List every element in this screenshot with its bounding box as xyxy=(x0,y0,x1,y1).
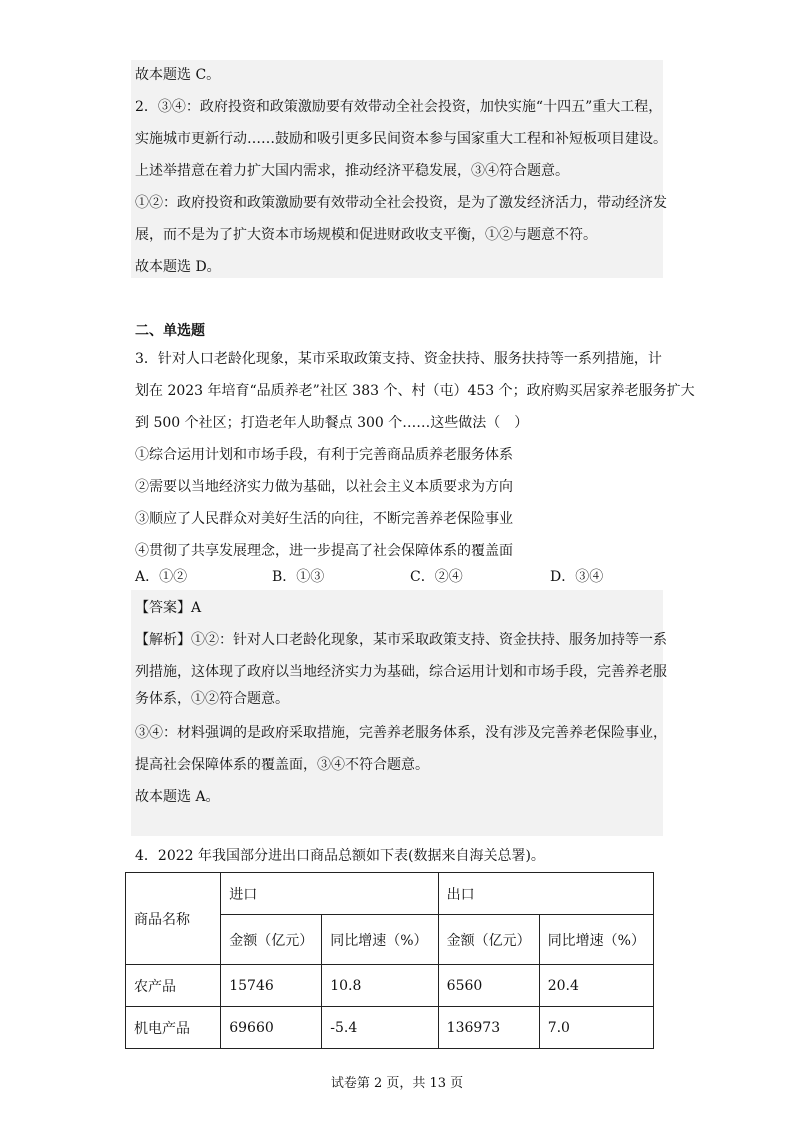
table-cell: 69660 xyxy=(221,1007,322,1049)
table-cell: 136973 xyxy=(438,1007,539,1049)
answer-text-line: 故本题选 C。 xyxy=(135,67,221,83)
table-header-name: 商品名称 xyxy=(126,873,221,965)
analysis-text-line: ③④：材料强调的是政府采取措施，完善养老服务体系，没有涉及完善养老保险事业， xyxy=(135,725,667,741)
table-header-export-amount: 金额（亿元） xyxy=(438,915,539,965)
analysis-text-line: 列措施，这体现了政府以当地经济实力为基础，综合运用计划和市场手段，完善养老服 xyxy=(135,664,667,680)
option-d: D．③④ xyxy=(550,569,604,585)
table-cell: 15746 xyxy=(221,965,322,1007)
table-cell: 10.8 xyxy=(322,965,438,1007)
option-b: B．①③ xyxy=(272,569,325,585)
question-3-statement: ③顺应了人民群众对美好生活的向往，不断完善养老保险事业 xyxy=(135,511,513,527)
table-header-export: 出口 xyxy=(438,873,653,915)
question-3-statement: ②需要以当地经济实力做为基础，以社会主义本质要求为方向 xyxy=(135,479,513,495)
answer-text-line: 展，而不是为了扩大资本市场规模和促进财政收支平衡，①②与题意不符。 xyxy=(135,227,597,243)
table-cell: 机电产品 xyxy=(126,1007,221,1049)
table-row xyxy=(126,965,654,1007)
answer-text-line: 实施城市更新行动……鼓励和吸引更多民间资本参与国家重大工程和补短板项目建设。 xyxy=(135,131,667,147)
table-header-export-growth: 同比增速（%） xyxy=(539,915,653,965)
page-footer: 试卷第 2 页，共 13 页 xyxy=(330,1076,464,1091)
answer-text-line: 上述举措意在着力扩大国内需求，推动经济平稳发展，③④符合题意。 xyxy=(135,163,569,179)
option-a: A．①② xyxy=(135,569,188,585)
table-header-import-growth: 同比增速（%） xyxy=(322,915,438,965)
answer-text-line: ①②：政府投资和政策激励要有效带动全社会投资，是为了激发经济活力，带动经济发 xyxy=(135,195,667,211)
question-3-stem: 3．针对人口老龄化现象，某市采取政策支持、资金扶持、服务扶持等一系列措施，计 xyxy=(135,351,662,367)
table-cell: 6560 xyxy=(438,965,539,1007)
analysis-text-line: 故本题选 A。 xyxy=(135,789,220,805)
question-3-stem: 划在 2023 年培育“品质养老”社区 383 个、村（屯）453 个；政府购买居家养老服务扩大 xyxy=(135,383,695,399)
trade-table xyxy=(125,872,654,1049)
analysis-text-line: 【解析】①②：针对人口老龄化现象，某市采取政策支持、资金扶持、服务加持等一系 xyxy=(135,632,667,648)
analysis-text-line: 务体系，①②符合题意。 xyxy=(135,691,289,707)
question-3-statement: ④贯彻了共享发展理念，进一步提高了社会保障体系的覆盖面 xyxy=(135,543,513,559)
answer-text-line: 2．③④：政府投资和政策激励要有效带动全社会投资，加快实施“十四五”重大工程， xyxy=(135,99,663,115)
table-cell: 7.0 xyxy=(539,1007,653,1049)
section-title: 二、单选题 xyxy=(135,323,205,339)
option-c: C．②④ xyxy=(410,569,463,585)
answer-label: 【答案】A xyxy=(135,600,202,616)
table-row xyxy=(126,1007,654,1049)
analysis-text-line: 提高社会保障体系的覆盖面，③④不符合题意。 xyxy=(135,757,429,773)
question-3-stem: 到 500 个社区；打造老年人助餐点 300 个……这些做法（ ） xyxy=(135,415,529,431)
table-cell: 农产品 xyxy=(126,965,221,1007)
table-header-import-amount: 金额（亿元） xyxy=(221,915,322,965)
table-cell: 20.4 xyxy=(539,965,653,1007)
question-4-stem: 4．2022 年我国部分进出口商品总额如下表(数据来自海关总署)。 xyxy=(135,848,545,864)
question-3-statement: ①综合运用计划和市场手段，有利于完善商品质养老服务体系 xyxy=(135,447,513,463)
answer-text-line: 故本题选 D。 xyxy=(135,259,221,275)
table-cell: -5.4 xyxy=(322,1007,438,1049)
table-header-import: 进口 xyxy=(221,873,438,915)
